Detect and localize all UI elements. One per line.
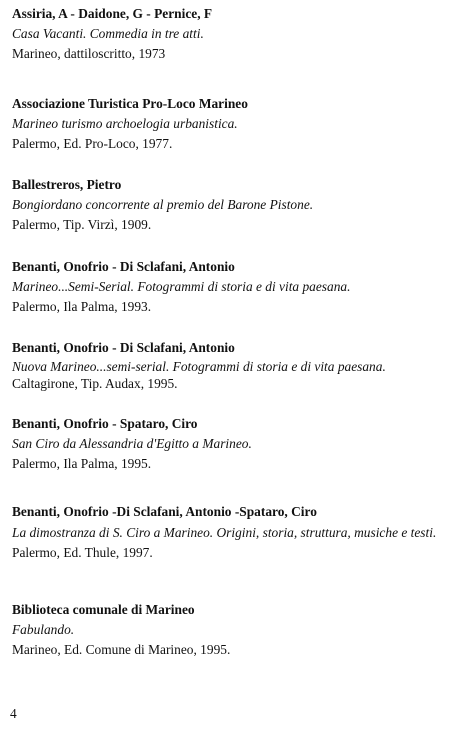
bibliography-entry [12, 257, 444, 317]
bibliography-entry [12, 502, 444, 563]
entry-author: Benanti, Onofrio - Di Sclafani, Antonio [12, 259, 235, 274]
page-number: 4 [10, 706, 17, 721]
entry-author: Benanti, Onofrio -Di Sclafani, Antonio -Spataro, Ciro [12, 504, 317, 519]
entry-title: San Ciro da Alessandria d'Egitto a Marineo. [12, 436, 252, 451]
entry-author: Biblioteca comunale di Marineo [12, 602, 195, 617]
bibliography-entry [12, 338, 444, 393]
bibliography-entry [12, 600, 444, 660]
entry-title: Fabulando. [12, 622, 75, 637]
entry-publication: Caltagirone, Tip. Audax, 1995. [12, 376, 178, 391]
entry-author: Assiria, A - Daidone, G - Pernice, F [12, 6, 213, 21]
entry-publication: Marineo, Ed. Comune di Marineo, 1995. [12, 642, 231, 657]
entry-author: Benanti, Onofrio - Spataro, Ciro [12, 416, 198, 431]
entry-publication: Palermo, Ed. Thule, 1997. [12, 545, 153, 560]
entry-title: Nuova Marineo...semi-serial. Fotogrammi di storia e di vita paesana. [12, 359, 386, 374]
entry-title: Bongiordano concorrente al premio del Barone Pistone. [12, 197, 314, 212]
entry-title: Marineo turismo archoelogia urbanistica. [12, 116, 238, 131]
bibliography-entry [12, 175, 444, 235]
entry-publication: Palermo, Ila Palma, 1995. [12, 456, 152, 471]
entry-publication: Marineo, dattiloscritto, 1973 [12, 46, 166, 61]
entry-publication: Palermo, Ila Palma, 1993. [12, 299, 152, 314]
entry-title: Casa Vacanti. Commedia in tre atti. [12, 26, 204, 41]
entry-title: Marineo...Semi-Serial. Fotogrammi di storia e di vita paesana. [12, 279, 351, 294]
bibliography-entry [12, 94, 444, 154]
bibliography-entry [12, 4, 444, 64]
entry-title: La dimostranza di S. Ciro a Marineo. Origini, storia, struttura, musiche e testi. [12, 525, 437, 540]
entry-author: Benanti, Onofrio - Di Sclafani, Antonio [12, 340, 235, 355]
entry-author: Associazione Turistica Pro-Loco Marineo [12, 96, 248, 111]
entry-publication: Palermo, Tip. Virzì, 1909. [12, 217, 152, 232]
entry-author: Ballestreros, Pietro [12, 177, 122, 192]
entry-publication: Palermo, Ed. Pro-Loco, 1977. [12, 136, 173, 151]
bibliography-entry [12, 414, 444, 474]
